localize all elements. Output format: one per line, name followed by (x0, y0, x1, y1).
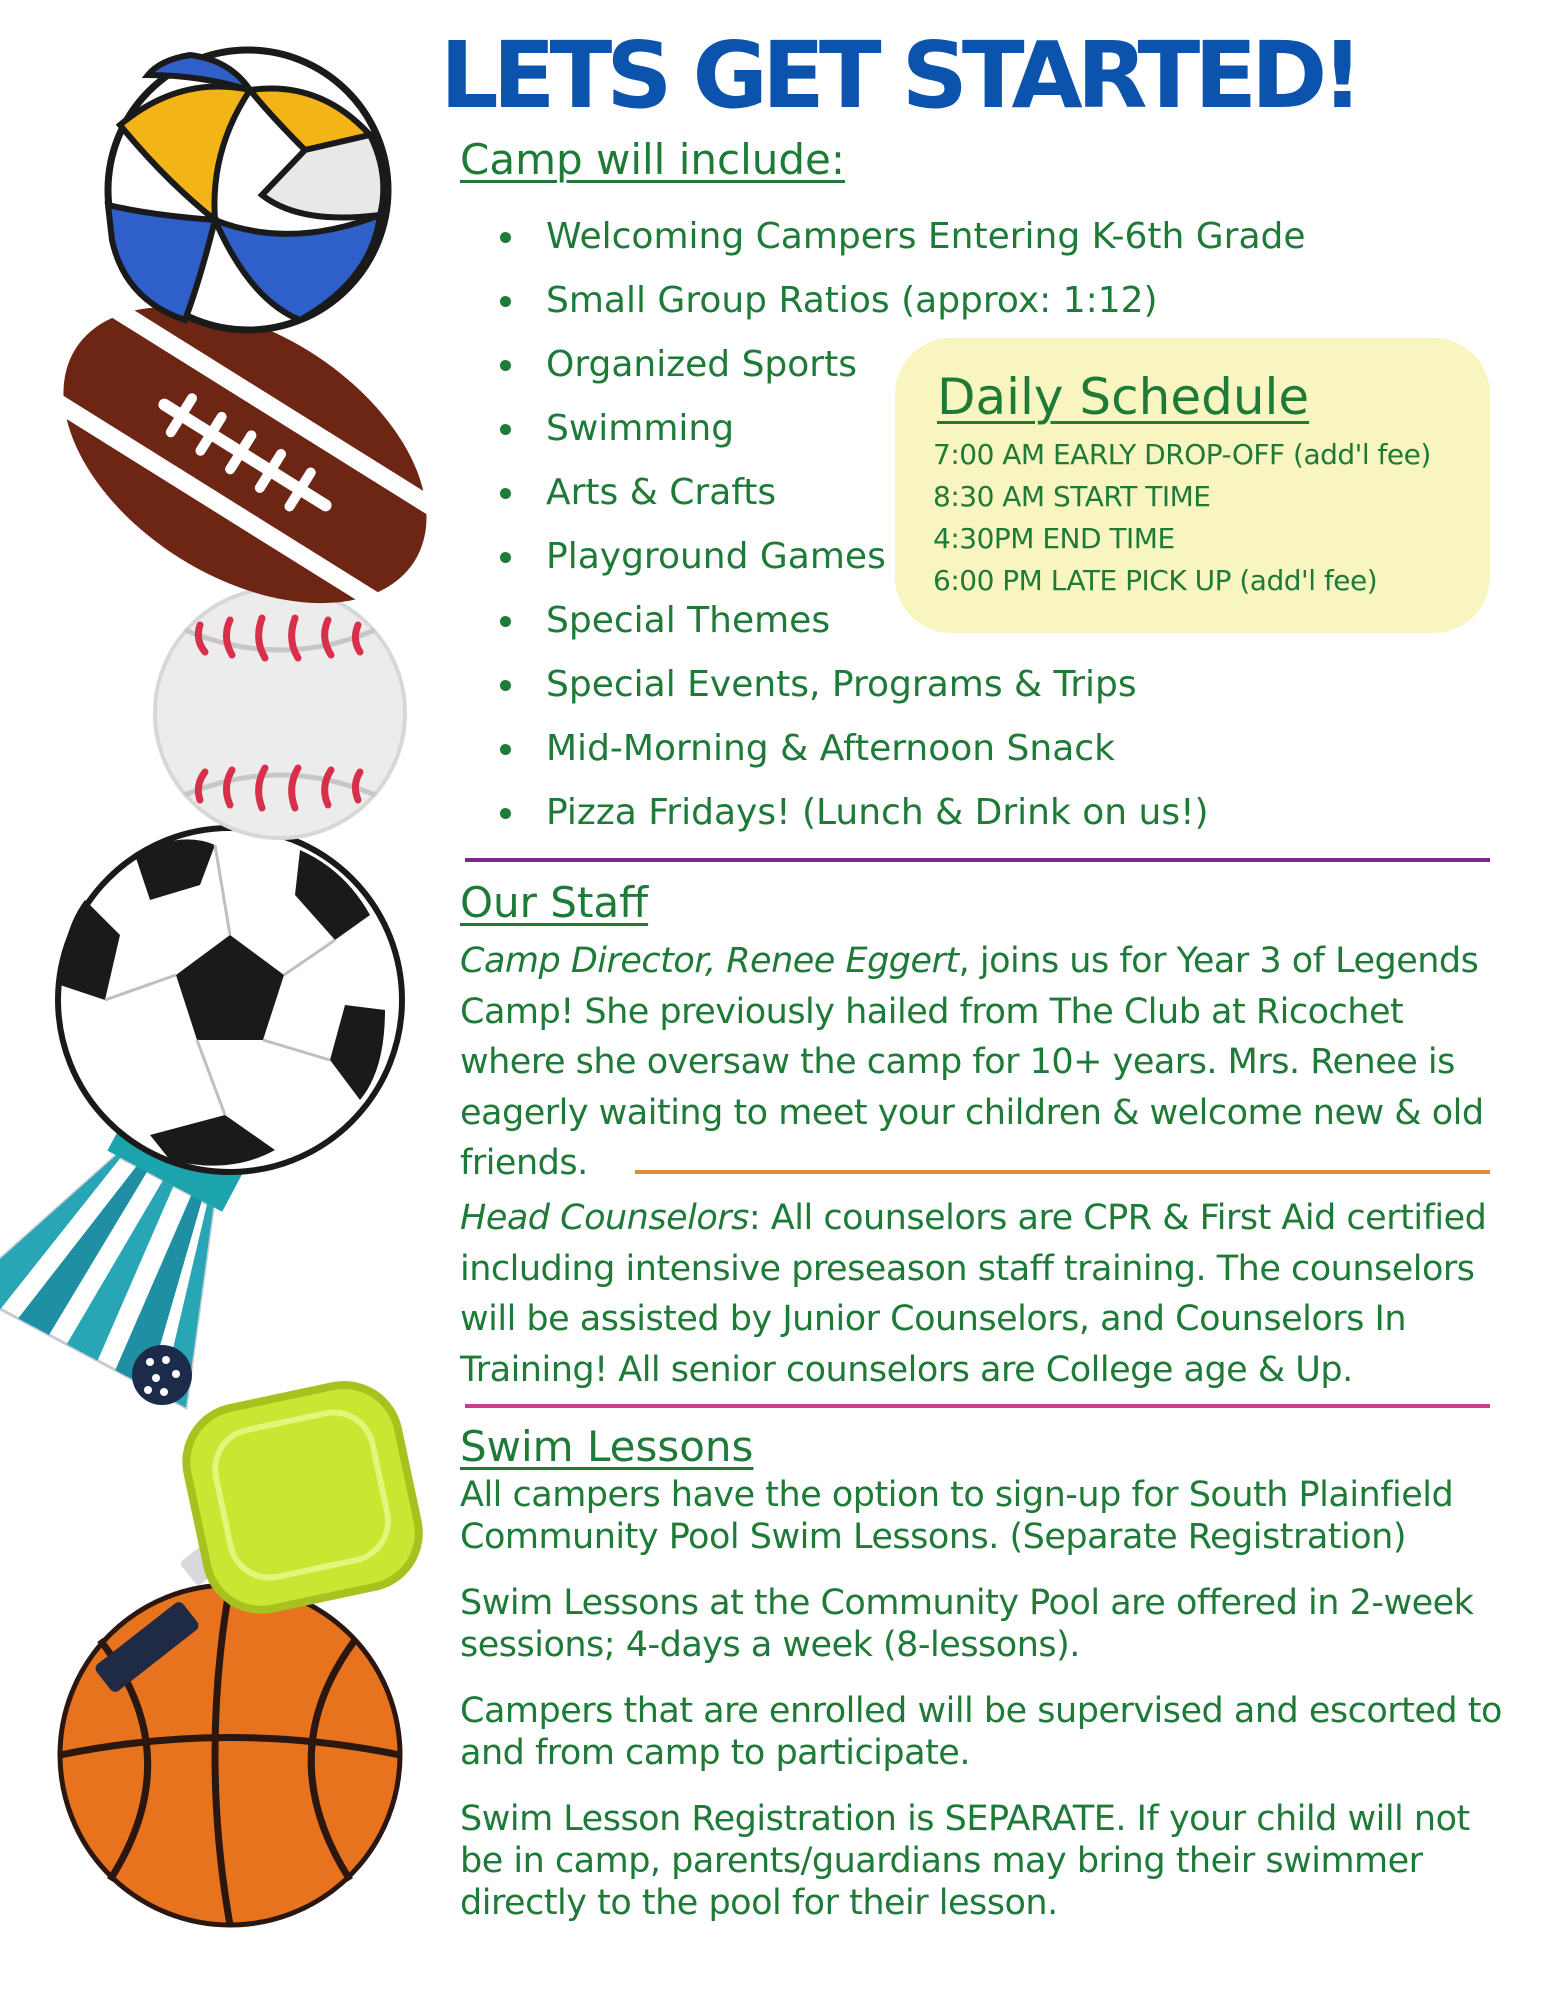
schedule-item: 6:00 PM LATE PICK UP (add'l fee) (933, 564, 1378, 597)
list-item: Organized Sports (490, 333, 1306, 397)
director-text: , joins us for Year 3 of Legends Camp! She previously hailed from The Club at Ricochet where she oversaw the camp for 10+ years. Mrs. Renee is eagerly waiting to meet your children & welcome new & old friends. (460, 941, 1484, 1183)
list-item: Special Events, Programs & Trips (490, 653, 1306, 717)
counselors-label: Head Counselors (460, 1198, 749, 1238)
divider (465, 1404, 1490, 1408)
sports-balls-column (0, 0, 440, 2000)
basketball-icon (60, 1585, 400, 1925)
baseball-icon (155, 588, 405, 838)
swim-heading: Swim Lessons (460, 1422, 754, 1471)
volleyball-icon (108, 50, 388, 330)
daily-schedule-box (895, 338, 1490, 633)
director-label: Camp Director, Renee Eggert (460, 941, 959, 981)
daily-schedule-heading: Daily Schedule (937, 368, 1310, 426)
pickleball-icon (132, 1345, 192, 1405)
list-item: Small Group Ratios (approx: 1:12) (490, 269, 1306, 333)
schedule-item: 4:30PM END TIME (933, 522, 1175, 555)
swim-paragraph: Campers that are enrolled will be supervised and escorted to and from camp to participate. (460, 1691, 1502, 1773)
staff-heading: Our Staff (460, 878, 649, 927)
divider (635, 1170, 1490, 1174)
soccer-ball-icon (58, 828, 402, 1172)
schedule-item: 7:00 AM EARLY DROP-OFF (add'l fee) (933, 438, 1431, 471)
list-item: Arts & Crafts (490, 461, 1306, 525)
list-item: Playground Games (490, 525, 1306, 589)
camp-includes-heading: Camp will include: (460, 135, 846, 184)
list-item: Pizza Fridays! (Lunch & Drink on us!) (490, 781, 1306, 845)
page-title: LETS GET STARTED! (440, 22, 1358, 129)
director-paragraph (460, 936, 1500, 1189)
daily-schedule-list (933, 434, 1431, 602)
swim-paragraph: Swim Lesson Registration is SEPARATE. If your child will not be in camp, parents/guardians may bring their swimmer directly to the pool for their lesson. (460, 1799, 1470, 1923)
counselors-paragraph (460, 1193, 1500, 1395)
divider (465, 858, 1490, 862)
list-item: Welcoming Campers Entering K-6th Grade (490, 205, 1306, 269)
schedule-item: 8:30 AM START TIME (933, 480, 1211, 513)
counselors-text: : All counselors are CPR & First Aid certified including intensive preseason staff training. The counselors will be assisted by Junior Counselors, and Counselors In Training! All senior counselors are College age & Up. (460, 1198, 1487, 1390)
swim-paragraph: All campers have the option to sign-up for South Plainfield Community Pool Swim Lessons. (Separate Registration) (460, 1475, 1454, 1557)
swim-paragraph: Swim Lessons at the Community Pool are offered in 2-week sessions; 4-days a week (8-lessons). (460, 1583, 1474, 1665)
list-item: Mid-Morning & Afternoon Snack (490, 717, 1306, 781)
list-item: Swimming (490, 397, 1306, 461)
list-item: Special Themes (490, 589, 1306, 653)
